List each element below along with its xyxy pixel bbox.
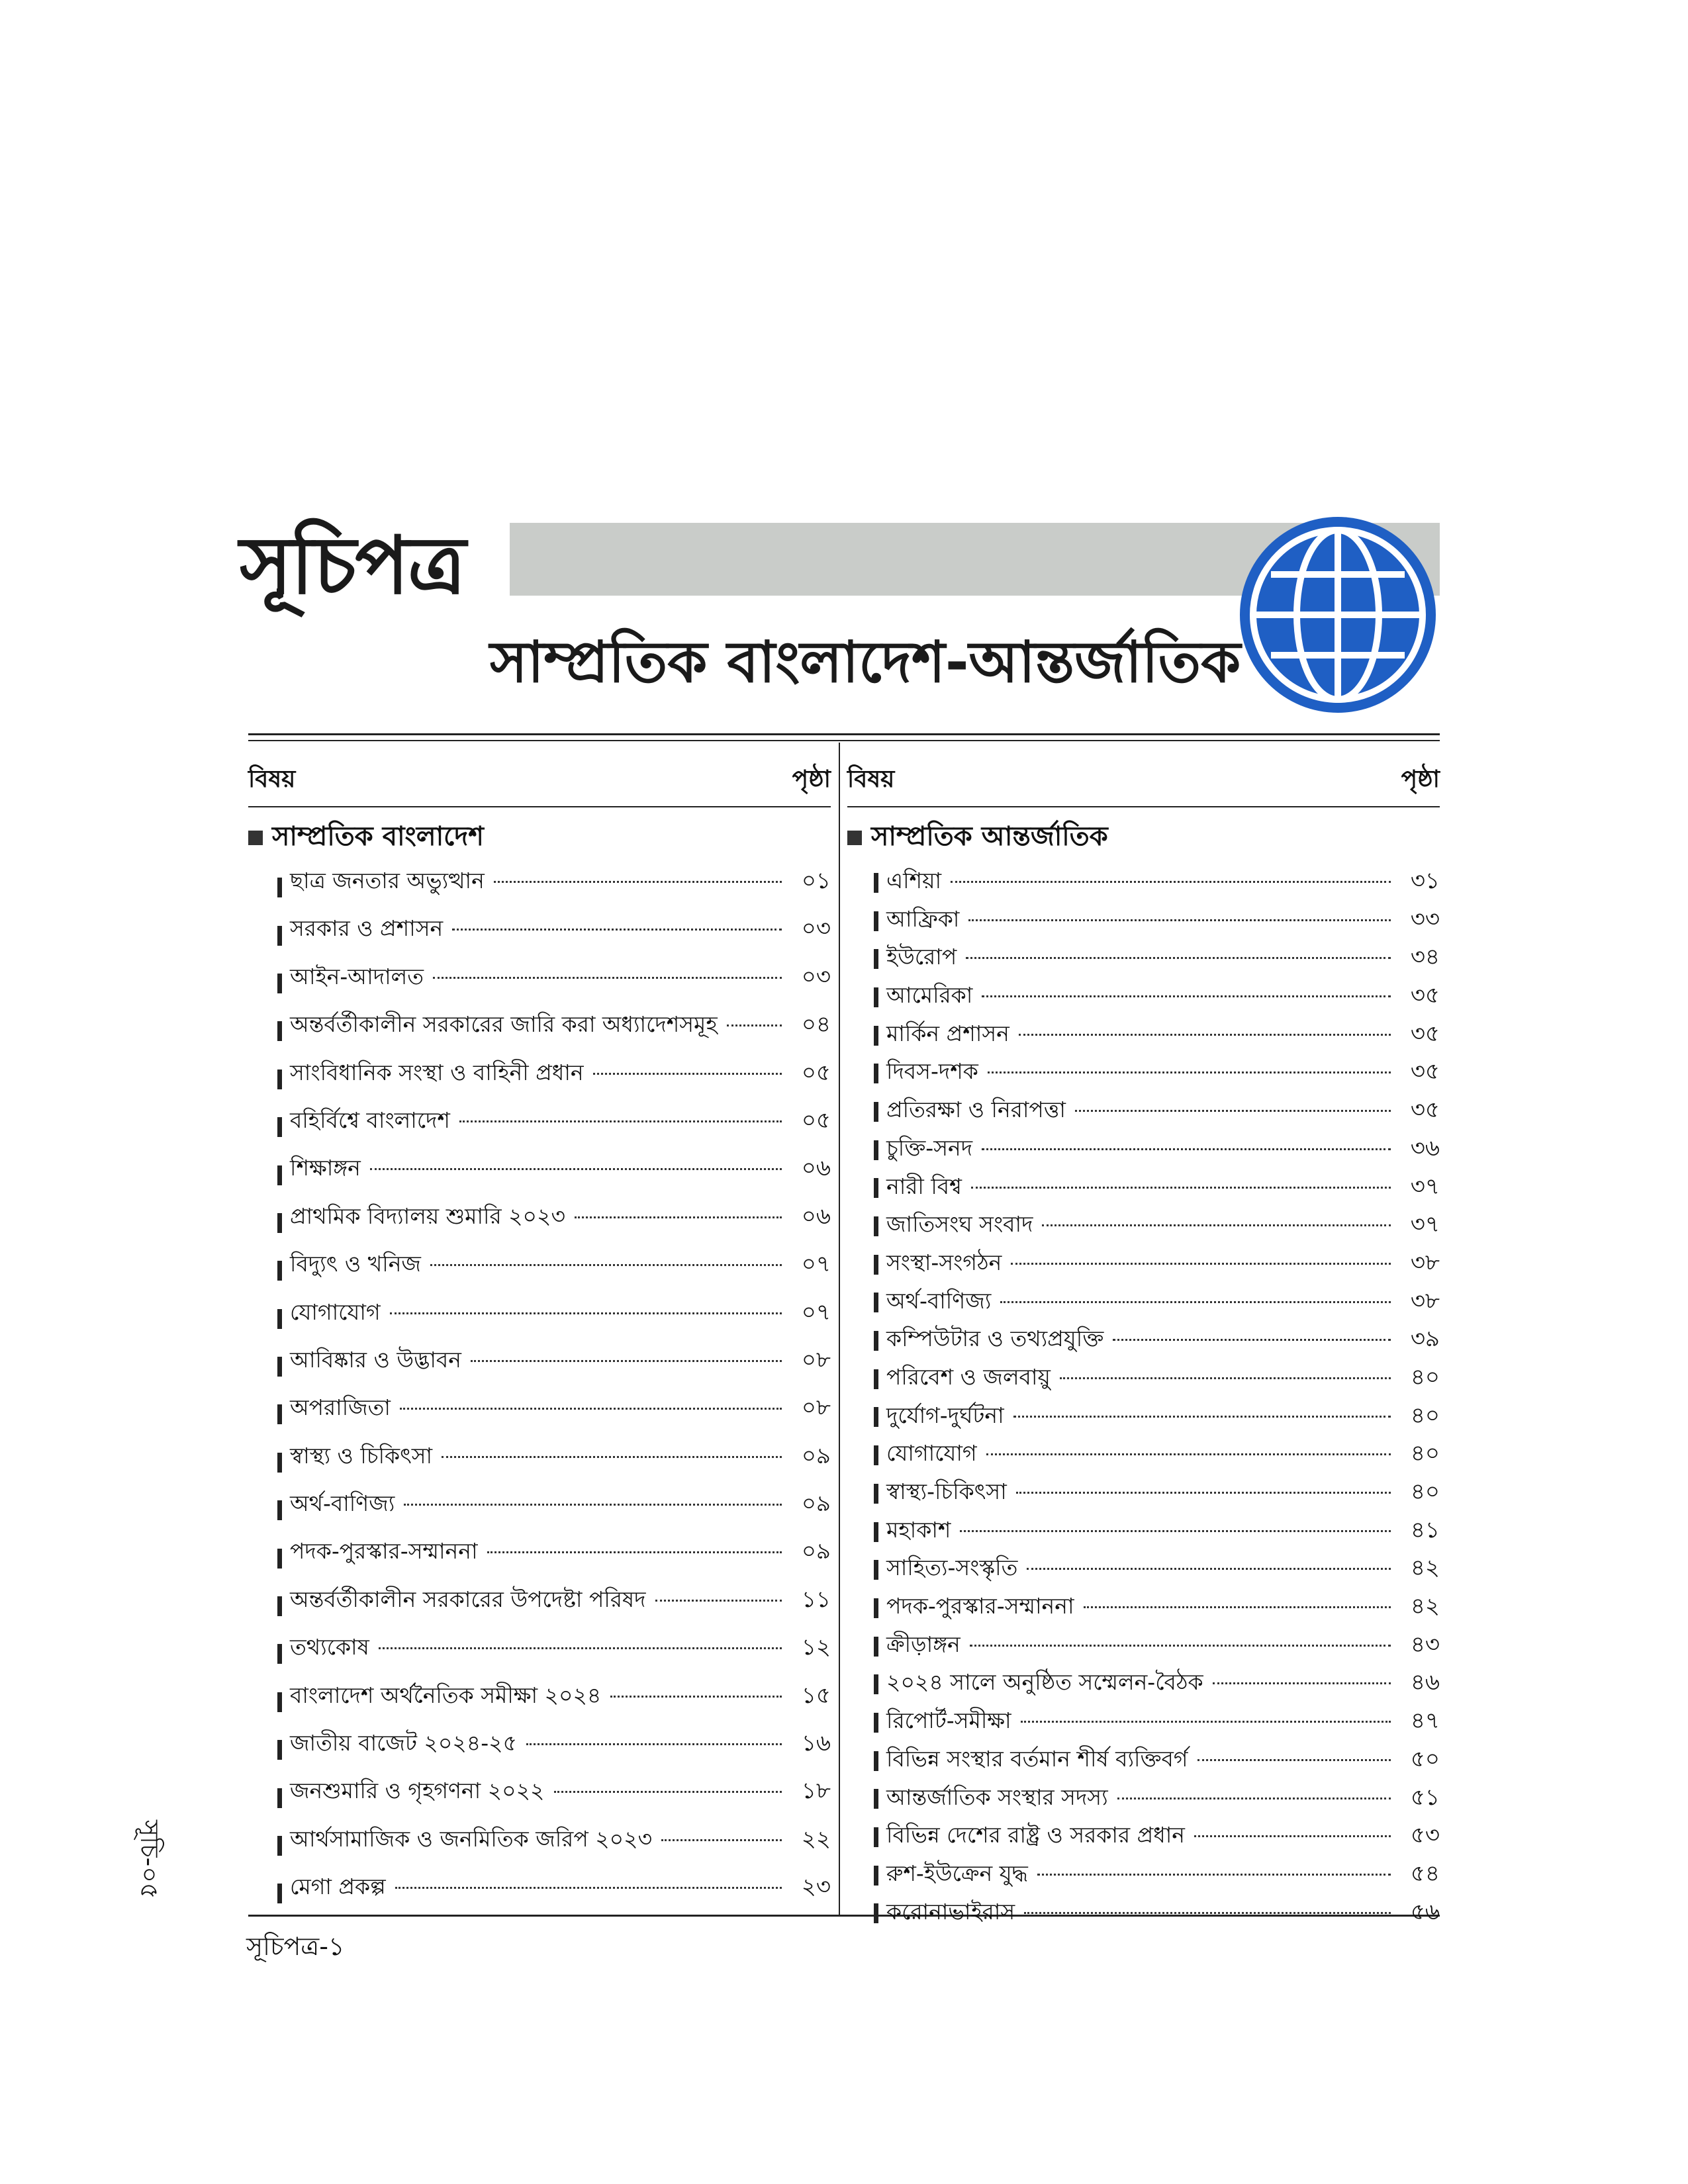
entry-page: ৪০ [1410, 1402, 1440, 1429]
bar-bullet-icon [874, 1637, 878, 1657]
page-header: পৃষ্ঠা [792, 766, 831, 793]
toc-entry [847, 1513, 1440, 1551]
entry-page: ৫৩ [1410, 1822, 1440, 1849]
entry-title: জাতিসংঘ সংবাদ [886, 1211, 1033, 1238]
toc-entry [248, 1678, 831, 1726]
toc-entry [248, 1486, 831, 1534]
section-title: সাম্প্রতিক আন্তর্জাতিক [871, 821, 1108, 852]
dot-leader [370, 1168, 782, 1170]
entry-title: আমেরিকা [886, 982, 973, 1009]
entry-title: ক্রীড়াঙ্গন [886, 1631, 961, 1657]
entry-title: স্বাস্থ্য-চিকিৎসা [886, 1479, 1007, 1504]
dot-leader [554, 1791, 782, 1793]
entry-title: অর্থ-বাণিজ্য [290, 1490, 395, 1517]
bar-bullet-icon [874, 1751, 878, 1771]
toc-entry [847, 1475, 1440, 1513]
page-header: পৃষ্ঠা [1401, 766, 1440, 793]
dot-leader [379, 1647, 782, 1649]
bar-bullet-icon [874, 1102, 878, 1122]
bar-bullet-icon [277, 1213, 282, 1233]
dot-leader [655, 1600, 782, 1602]
entry-title: ২০২৪ সালে অনুষ্ঠিত সম্মেলন-বৈঠক [886, 1669, 1203, 1696]
bar-bullet-icon [874, 1407, 878, 1427]
entry-title: কম্পিউটার ও তথ্যপ্রযুক্তি [886, 1326, 1104, 1352]
toc-entry [248, 1726, 831, 1774]
entry-page: ০৩ [801, 963, 831, 990]
entry-title: আন্তর্জাতিক সংস্থার সদস্য [886, 1784, 1108, 1810]
globe-icon [1237, 514, 1439, 716]
dot-leader [1117, 1797, 1391, 1799]
entry-title: আবিষ্কার ও উদ্ভাবন [290, 1346, 461, 1373]
dot-leader [404, 1504, 782, 1506]
section-title: সাম্প্রতিক বাংলাদেশ [272, 821, 484, 852]
dot-leader [1013, 1416, 1391, 1418]
entry-page: ০৫ [801, 1059, 831, 1086]
entry-page: ৩৪ [1410, 944, 1440, 971]
bar-bullet-icon [277, 1261, 282, 1281]
dot-leader [390, 1312, 782, 1314]
toc-entry [847, 1665, 1440, 1704]
entry-page: ১৫ [801, 1682, 831, 1709]
entry-title: আইন-আদালত [290, 963, 424, 989]
entry-title: ইউরোপ [886, 944, 957, 970]
toc-entry [248, 1103, 831, 1151]
dot-leader [593, 1073, 782, 1075]
entry-page: ৫০ [1410, 1745, 1440, 1772]
toc-entry [847, 940, 1440, 978]
entry-title: বহির্বিশ্বে বাংলাদেশ [290, 1107, 450, 1133]
bar-bullet-icon [277, 1117, 282, 1137]
toc-entry [847, 1322, 1440, 1360]
entry-title: এশিয়া [886, 868, 942, 893]
dot-leader [400, 1408, 782, 1410]
entry-title: পরিবেশ ও জলবায়ু [886, 1363, 1051, 1390]
entry-page: ৪৩ [1410, 1631, 1440, 1658]
entry-title: জাতীয় বাজেট ২০২৪-২৫ [290, 1730, 517, 1756]
toc-entry [248, 911, 831, 959]
dot-leader [1024, 1912, 1391, 1914]
bar-bullet-icon [277, 1596, 282, 1616]
toc-entry [248, 1630, 831, 1678]
entry-title: যোগাযোগ [290, 1298, 381, 1325]
section-heading [847, 807, 1440, 864]
footer-page-label: সূচিপত্র-১ [246, 1932, 345, 1961]
toc-entry [847, 1856, 1440, 1895]
right-column [847, 743, 1440, 1933]
entry-page: ০৩ [801, 915, 831, 942]
toc-entry [847, 1093, 1440, 1131]
section-heading [248, 807, 831, 864]
bar-bullet-icon [277, 878, 282, 897]
toc-entry [847, 864, 1440, 902]
dot-leader [395, 1887, 782, 1889]
square-bullet-icon [847, 831, 862, 845]
toc-entry [847, 1246, 1440, 1284]
toc-entry [248, 1439, 831, 1486]
entry-title: অপরাজিতা [290, 1394, 391, 1421]
entry-page: ২৩ [801, 1874, 831, 1901]
entry-page: ৪৬ [1410, 1669, 1440, 1696]
entry-page: ০১ [801, 868, 831, 894]
toc-entry [847, 1818, 1440, 1856]
bar-bullet-icon [277, 1836, 282, 1856]
entry-page: ৩৭ [1410, 1211, 1440, 1238]
dot-leader [430, 1264, 782, 1266]
entry-title: চুক্তি-সনদ [886, 1134, 973, 1161]
entry-page: ৩৩ [1410, 905, 1440, 933]
toc-entry [248, 1822, 831, 1870]
entry-page: ০৫ [801, 1107, 831, 1134]
toc-entry [248, 1774, 831, 1821]
column-header [248, 743, 831, 807]
entry-title: সংস্থা-সংগঠন [886, 1249, 1002, 1275]
toc-entry [847, 1398, 1440, 1437]
topic-header: বিষয় [248, 766, 296, 793]
toc-entry [847, 1436, 1440, 1475]
bar-bullet-icon [277, 1404, 282, 1424]
bar-bullet-icon [874, 1064, 878, 1083]
toc-entry [248, 1247, 831, 1295]
toc-entry [248, 1007, 831, 1055]
toc-entry [847, 1627, 1440, 1666]
entry-title: করোনাভাইরাস [886, 1898, 1015, 1925]
page-subtitle: সাম্প্রতিক বাংলাদেশ-আন্তর্জাতিক [490, 629, 1241, 696]
entry-title: প্রাথমিক বিদ্যালয় শুমারি ২০২৩ [290, 1203, 565, 1229]
entry-page: ৪০ [1410, 1363, 1440, 1390]
entry-title: সাহিত্য-সংস্কৃতি [886, 1555, 1018, 1581]
bar-bullet-icon [874, 1713, 878, 1733]
entry-page: ৩৬ [1410, 1134, 1440, 1161]
dot-leader [1000, 1301, 1391, 1303]
toc-entry [847, 1169, 1440, 1208]
toc-entry [248, 1056, 831, 1103]
toc-entry [248, 1870, 831, 1917]
bar-bullet-icon [874, 1026, 878, 1046]
dot-leader [459, 1120, 782, 1122]
page-heading: সূচিপত্র [240, 519, 465, 612]
dot-leader [1084, 1606, 1391, 1608]
entry-title: মহাকাশ [886, 1516, 951, 1543]
entry-page: ৩১ [1410, 868, 1440, 894]
toc-entry [248, 1390, 831, 1438]
dot-leader [1113, 1339, 1391, 1341]
entry-title: তথ্যকোষ [290, 1634, 369, 1661]
toc-entry [847, 1551, 1440, 1589]
entry-title: দিবস-দশক [886, 1058, 978, 1085]
dot-leader [1042, 1224, 1391, 1226]
entry-title: শিক্ষাঙ্গন [290, 1155, 361, 1181]
entry-page: ৩৭ [1410, 1173, 1440, 1200]
entry-title: স্বাস্থ্য ও চিকিৎসা [290, 1442, 433, 1469]
bar-bullet-icon [277, 1453, 282, 1473]
dot-leader [970, 1645, 1391, 1647]
entry-page: ৫১ [1410, 1784, 1440, 1811]
bar-bullet-icon [874, 987, 878, 1007]
bar-bullet-icon [874, 1522, 878, 1542]
entry-page: ০৬ [801, 1155, 831, 1182]
dot-leader [1019, 1034, 1391, 1036]
entry-title: রুশ-ইউক্রেন যুদ্ধ [886, 1860, 1028, 1886]
entry-page: ৩৫ [1410, 1097, 1440, 1124]
entry-page: ৩৫ [1410, 1020, 1440, 1047]
entry-title: অর্থ-বাণিজ্য [886, 1287, 992, 1314]
table-of-contents [248, 733, 1440, 1925]
entry-title: অন্তর্বর্তীকালীন সরকারের জারি করা অধ্যাদেশসমূহ [290, 1011, 718, 1038]
entry-title: ছাত্র জনতার অভ্যুত্থান [290, 868, 485, 893]
bar-bullet-icon [277, 1884, 282, 1903]
dot-leader [986, 1453, 1391, 1455]
dot-leader [960, 1530, 1391, 1532]
dot-leader [966, 957, 1391, 959]
entry-title: দুর্যোগ-দুর্ঘটনা [886, 1402, 1004, 1428]
entry-page: ১৬ [801, 1730, 831, 1757]
bar-bullet-icon [874, 1827, 878, 1847]
dot-leader [1021, 1721, 1391, 1723]
bar-bullet-icon [874, 1178, 878, 1198]
bar-bullet-icon [277, 926, 282, 946]
entry-title: মার্কিন প্রশাসন [886, 1020, 1009, 1046]
bar-bullet-icon [277, 1069, 282, 1089]
entry-title: জনশুমারি ও গৃহগণনা ২০২২ [290, 1778, 545, 1804]
entry-title: আর্থসামাজিক ও জনমিতিক জরিপ ২০২৩ [290, 1825, 653, 1852]
dot-leader [494, 881, 782, 883]
entry-page: ৫৬ [1410, 1898, 1440, 1925]
bar-bullet-icon [874, 1674, 878, 1694]
bar-bullet-icon [874, 1866, 878, 1886]
entry-title: অন্তর্বর্তীকালীন সরকারের উপদেষ্টা পরিষদ [290, 1586, 646, 1612]
entry-title: মেগা প্রকল্প [290, 1874, 386, 1900]
entry-title: বাংলাদেশ অর্থনৈতিক সমীক্ষা ২০২৪ [290, 1682, 602, 1708]
toc-entry [847, 1054, 1440, 1093]
entry-page: ৩৮ [1410, 1287, 1440, 1314]
side-page-note: সূচি-০৫ [135, 1820, 164, 1899]
entry-page: ৪১ [1410, 1516, 1440, 1543]
entry-title: পদক-পুরস্কার-সম্মাননা [290, 1538, 478, 1565]
entry-page: ৪৭ [1410, 1707, 1440, 1735]
dot-leader [1037, 1874, 1391, 1876]
entry-page: ০৭ [801, 1298, 831, 1326]
entry-page: ৩৯ [1410, 1326, 1440, 1353]
bar-bullet-icon [874, 873, 878, 893]
dot-leader [1016, 1492, 1391, 1494]
bar-bullet-icon [277, 1549, 282, 1569]
dot-leader [1011, 1263, 1391, 1265]
entry-page: ১২ [801, 1634, 831, 1661]
toc-entry [847, 1131, 1440, 1169]
toc-entry [847, 1017, 1440, 1055]
toc-entry [248, 1343, 831, 1390]
toc-entry [847, 1360, 1440, 1398]
dot-leader [951, 881, 1391, 883]
toc-entry [847, 902, 1440, 940]
entry-title: নারী বিশ্ব [886, 1173, 962, 1199]
bar-bullet-icon [277, 1309, 282, 1329]
dot-leader [526, 1743, 782, 1745]
entry-title: সরকার ও প্রশাসন [290, 915, 444, 942]
entry-page: ৪২ [1410, 1555, 1440, 1582]
entry-page: ০৮ [801, 1346, 831, 1373]
entry-page: ০৮ [801, 1394, 831, 1422]
column-header [847, 743, 1440, 807]
bar-bullet-icon [874, 1255, 878, 1275]
right-entry-list [847, 864, 1440, 1933]
top-rule-inner [248, 740, 1440, 741]
entry-page: ২২ [801, 1825, 831, 1852]
dot-leader [982, 1148, 1391, 1150]
entry-page: ৪২ [1410, 1593, 1440, 1620]
entry-page: ৪০ [1410, 1479, 1440, 1505]
dot-leader [610, 1696, 782, 1698]
bar-bullet-icon [874, 1560, 878, 1580]
entry-page: ৪০ [1410, 1440, 1440, 1467]
entry-title: প্রতিরক্ষা ও নিরাপত্তা [886, 1097, 1066, 1123]
entry-title: পদক-পুরস্কার-সম্মাননা [886, 1593, 1074, 1619]
bar-bullet-icon [874, 1293, 878, 1312]
bar-bullet-icon [874, 1369, 878, 1389]
dot-leader [1027, 1568, 1391, 1570]
entry-page: ৩৮ [1410, 1249, 1440, 1276]
dot-leader [988, 1071, 1391, 1073]
toc-entry [847, 1284, 1440, 1322]
dot-leader [1213, 1682, 1391, 1684]
toc-entry [847, 1780, 1440, 1819]
dot-leader [1060, 1377, 1391, 1379]
bar-bullet-icon [277, 974, 282, 993]
entry-title: বিদ্যুৎ ও খনিজ [290, 1251, 421, 1277]
bar-bullet-icon [874, 1789, 878, 1809]
dot-leader [575, 1216, 782, 1218]
entry-page: ৫৪ [1410, 1860, 1440, 1887]
dot-leader [968, 919, 1391, 921]
left-column [248, 743, 831, 1918]
bar-bullet-icon [874, 1903, 878, 1923]
bar-bullet-icon [277, 1500, 282, 1520]
bar-bullet-icon [874, 1484, 878, 1504]
bar-bullet-icon [277, 1357, 282, 1377]
toc-entry [847, 1207, 1440, 1246]
entry-title: রিপোর্ট-সমীক্ষা [886, 1707, 1011, 1734]
toc-entry [847, 1895, 1440, 1933]
bar-bullet-icon [277, 1021, 282, 1041]
dot-leader [433, 977, 782, 979]
entry-page: ৩৫ [1410, 982, 1440, 1009]
bar-bullet-icon [277, 1692, 282, 1712]
bar-bullet-icon [874, 1598, 878, 1618]
toc-entry [847, 1589, 1440, 1627]
column-divider [839, 743, 840, 1915]
dot-leader [487, 1551, 782, 1553]
bar-bullet-icon [277, 1644, 282, 1664]
entry-page: ৩৫ [1410, 1058, 1440, 1085]
toc-entry [847, 978, 1440, 1017]
dot-leader [452, 929, 782, 931]
entry-title: আফ্রিকা [886, 905, 960, 932]
entry-title: বিভিন্ন সংস্থার বর্তমান শীর্ষ ব্যক্তিবর্গ [886, 1745, 1188, 1772]
toc-entry [248, 1151, 831, 1199]
dot-leader [661, 1839, 782, 1841]
toc-entry [847, 1704, 1440, 1742]
bar-bullet-icon [874, 949, 878, 969]
toc-entry [248, 1199, 831, 1247]
dot-leader [471, 1360, 782, 1362]
entry-page: ০৪ [801, 1011, 831, 1038]
toc-entry [248, 1582, 831, 1630]
entry-page: ০৯ [801, 1442, 831, 1469]
toc-entry [248, 1534, 831, 1582]
entry-page: ০৬ [801, 1203, 831, 1230]
entry-title: সাংবিধানিক সংস্থা ও বাহিনী প্রধান [290, 1059, 584, 1085]
toc-entry [248, 864, 831, 911]
dot-leader [1194, 1835, 1391, 1837]
bar-bullet-icon [277, 1165, 282, 1185]
bar-bullet-icon [874, 1331, 878, 1351]
bar-bullet-icon [277, 1788, 282, 1808]
bar-bullet-icon [874, 1216, 878, 1236]
toc-entry [248, 1295, 831, 1343]
bar-bullet-icon [874, 911, 878, 931]
bar-bullet-icon [277, 1740, 282, 1760]
entry-title: বিভিন্ন দেশের রাষ্ট্র ও সরকার প্রধান [886, 1822, 1185, 1848]
bar-bullet-icon [874, 1140, 878, 1160]
dot-leader [982, 995, 1391, 997]
dot-leader [1197, 1759, 1391, 1761]
left-entry-list [248, 864, 831, 1918]
toc-entry [847, 1742, 1440, 1780]
entry-page: ০৯ [801, 1538, 831, 1565]
entry-title: যোগাযোগ [886, 1440, 977, 1467]
topic-header: বিষয় [847, 766, 895, 793]
toc-entry [248, 960, 831, 1007]
square-bullet-icon [248, 831, 263, 845]
bar-bullet-icon [874, 1445, 878, 1465]
entry-page: ১৮ [801, 1778, 831, 1805]
entry-page: ০৭ [801, 1251, 831, 1278]
entry-page: ০৯ [801, 1490, 831, 1518]
dot-leader [442, 1456, 782, 1458]
dot-leader [971, 1187, 1391, 1189]
entry-page: ১১ [801, 1586, 831, 1613]
dot-leader [727, 1024, 782, 1026]
dot-leader [1075, 1110, 1391, 1112]
top-rule [248, 733, 1440, 735]
